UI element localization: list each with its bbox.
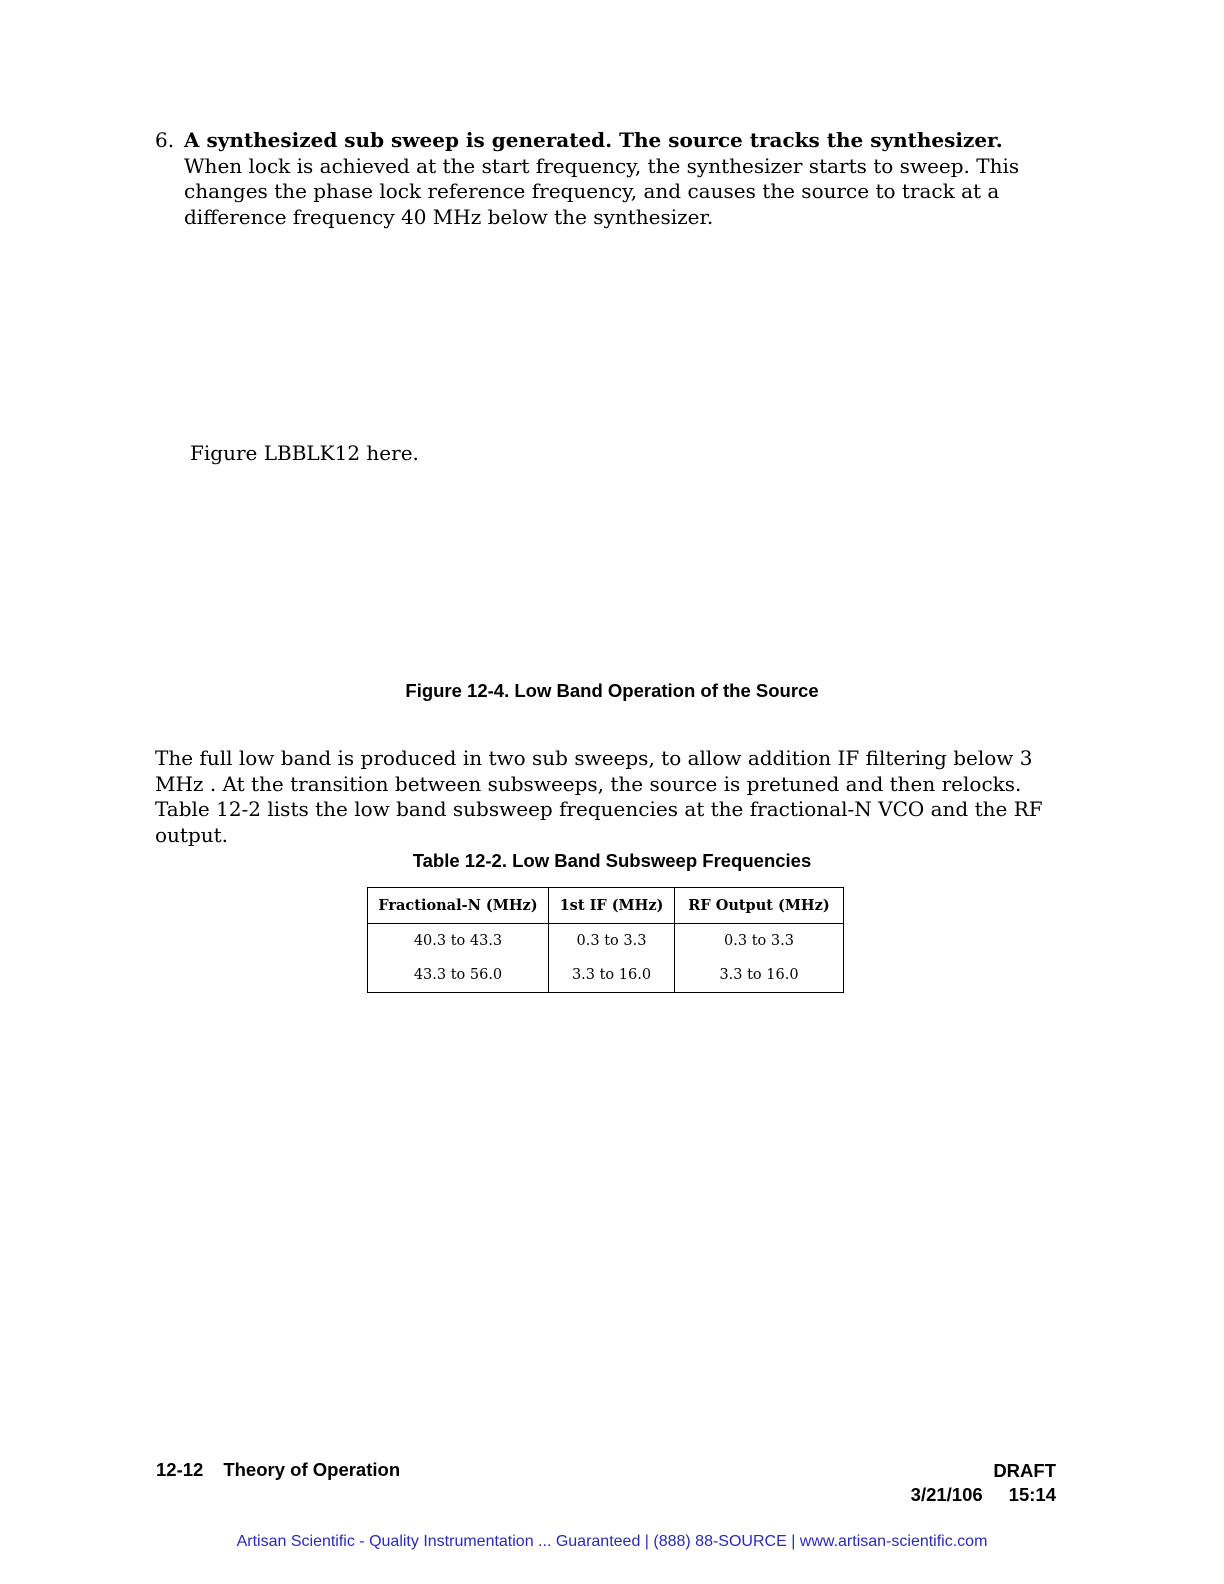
figure-caption: Figure 12-4. Low Band Operation of the Source bbox=[405, 680, 819, 701]
table-cell: 0.3 to 3.3 bbox=[675, 924, 844, 959]
figure-placeholder: Figure LBBLK12 here. bbox=[190, 441, 419, 465]
draft-date: 3/21/106 bbox=[910, 1484, 983, 1505]
draft-label: DRAFT bbox=[993, 1460, 1056, 1481]
table-header-row bbox=[368, 888, 844, 924]
step-heading: A synthesized sub sweep is generated. The source tracks the synthesizer. bbox=[184, 128, 1003, 152]
page-footer-right bbox=[911, 1459, 1056, 1507]
draft-time: 15:14 bbox=[1008, 1484, 1056, 1505]
table-cell: 40.3 to 43.3 bbox=[368, 924, 549, 959]
page-footer-left bbox=[156, 1459, 400, 1481]
step-number: 6. bbox=[155, 128, 175, 152]
table-cell: 3.3 to 16.0 bbox=[549, 958, 675, 993]
step-text: When lock is achieved at the start frequency, the synthesizer starts to sweep. This changes the phase lock reference frequency, and causes the source to track at a difference frequency 40 MHz below the synthesizer. bbox=[184, 153, 1020, 229]
body-paragraph: The full low band is produced in two sub sweeps, to allow addition IF filtering below 3 MHz . At the transition between subsweeps, the source is pretuned and then relocks. Table 12-2 lists the low band subsweep frequencies at the fractional-N VCO and the RF output. bbox=[155, 746, 1043, 847]
vendor-banner: Artisan Scientific - Quality Instrumentation ... Guaranteed | (888) 88-SOURCE | www.artisan-scientific.com bbox=[236, 1533, 988, 1550]
column-header-rf-output: RF Output (MHz) bbox=[675, 888, 844, 924]
step-body bbox=[184, 128, 1035, 230]
step-6 bbox=[155, 128, 1035, 230]
column-header-fractional-n: Fractional-N (MHz) bbox=[368, 888, 549, 924]
draft-timestamp bbox=[911, 1483, 1056, 1507]
table-caption: Table 12-2. Low Band Subsweep Frequencies bbox=[412, 850, 812, 871]
table-cell: 3.3 to 16.0 bbox=[675, 958, 844, 993]
column-header-1st-if: 1st IF (MHz) bbox=[549, 888, 675, 924]
subsweep-frequency-table bbox=[367, 887, 844, 993]
section-title: Theory of Operation bbox=[223, 1459, 401, 1480]
page-number: 12-12 bbox=[156, 1459, 204, 1480]
table-cell: 0.3 to 3.3 bbox=[549, 924, 675, 959]
table-row bbox=[368, 958, 844, 993]
table-row bbox=[368, 924, 844, 959]
table-cell: 43.3 to 56.0 bbox=[368, 958, 549, 993]
